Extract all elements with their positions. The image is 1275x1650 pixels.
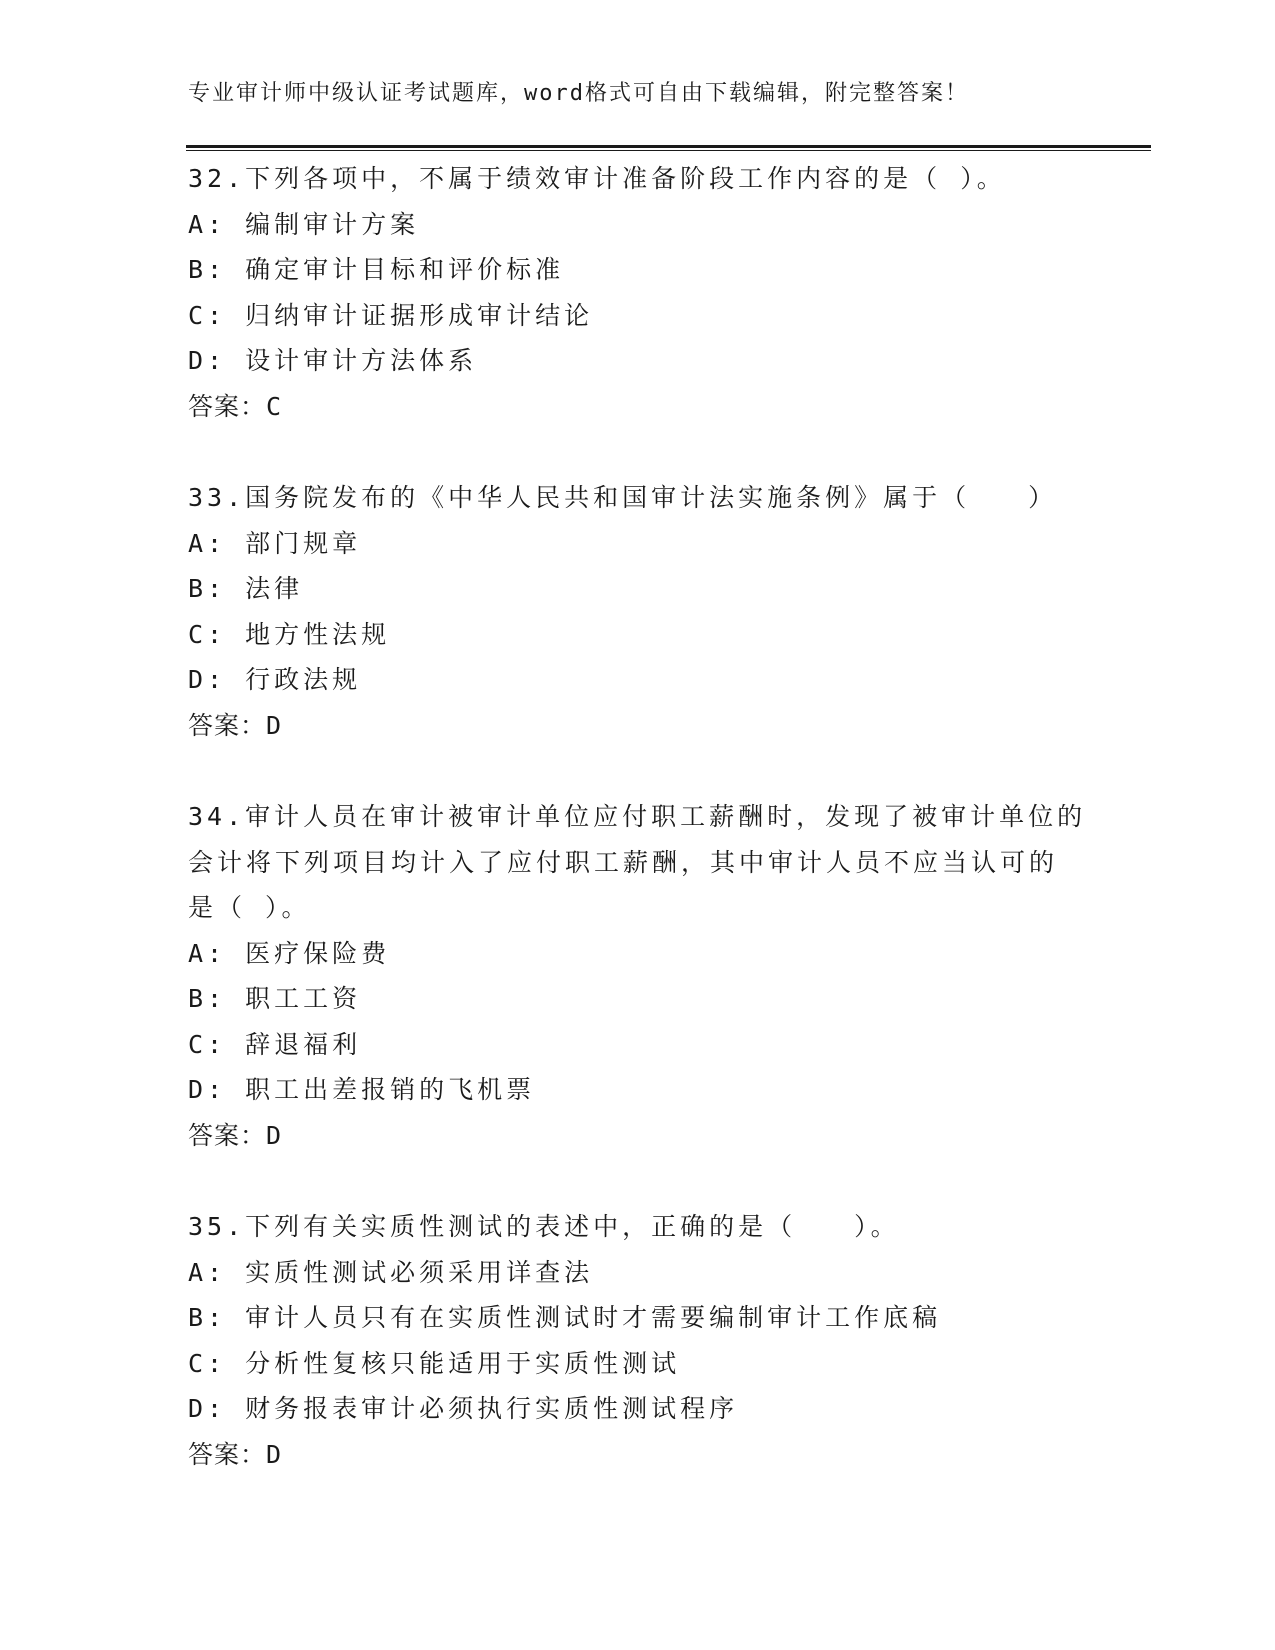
option-b: B: 审计人员只有在实质性测试时才需要编制审计工作底稿 [188,1303,942,1332]
answer: 答案：D [188,1439,283,1469]
question-35 [188,1204,1088,1477]
header-divider [186,145,1151,151]
question-list [188,156,1088,1523]
option-a: A: 实质性测试必须采用详查法 [188,1257,594,1287]
option-a: A: 医疗保险费 [188,938,391,968]
question-stem: 34.审计人员在审计被审计单位应付职工薪酬时，发现了被审计单位的 [188,802,1087,831]
option-c: C: 归纳审计证据形成审计结论 [188,300,594,330]
page-header: 专业审计师中级认证考试题库，word格式可自由下载编辑，附完整答案！ [188,81,969,106]
question-stem: 35.下列有关实质性测试的表述中，正确的是（ ）。 [188,1212,900,1241]
option-b: B: 确定审计目标和评价标准 [188,255,565,284]
question-33 [188,475,1088,748]
option-d: D: 财务报表审计必须执行实质性测试程序 [188,1394,739,1423]
answer: 答案：D [188,1120,283,1150]
question-stem: 32.下列各项中，不属于绩效审计准备阶段工作内容的是（ ）。 [188,164,1006,193]
option-c: C: 地方性法规 [188,619,391,649]
option-b: B: 职工工资 [188,984,362,1013]
option-d: D: 行政法规 [188,665,362,694]
option-d: D: 职工出差报销的飞机票 [188,1075,536,1104]
question-stem: 33.国务院发布的《中华人民共和国审计法实施条例》属于（ ） [188,483,1058,512]
answer: 答案：C [188,391,283,421]
option-b: B: 法律 [188,574,304,603]
question-34 [188,794,1088,1158]
option-c: C: 辞退福利 [188,1029,362,1059]
question-32 [188,156,1088,429]
question-stem: 是（ ）。 [188,893,311,922]
option-d: D: 设计审计方法体系 [188,346,478,375]
option-a: A: 部门规章 [188,528,362,558]
answer: 答案：D [188,710,283,740]
option-a: A: 编制审计方案 [188,209,420,239]
question-stem: 会计将下列项目均计入了应付职工薪酬，其中审计人员不应当认可的 [188,847,1059,877]
option-c: C: 分析性复核只能适用于实质性测试 [188,1348,681,1378]
